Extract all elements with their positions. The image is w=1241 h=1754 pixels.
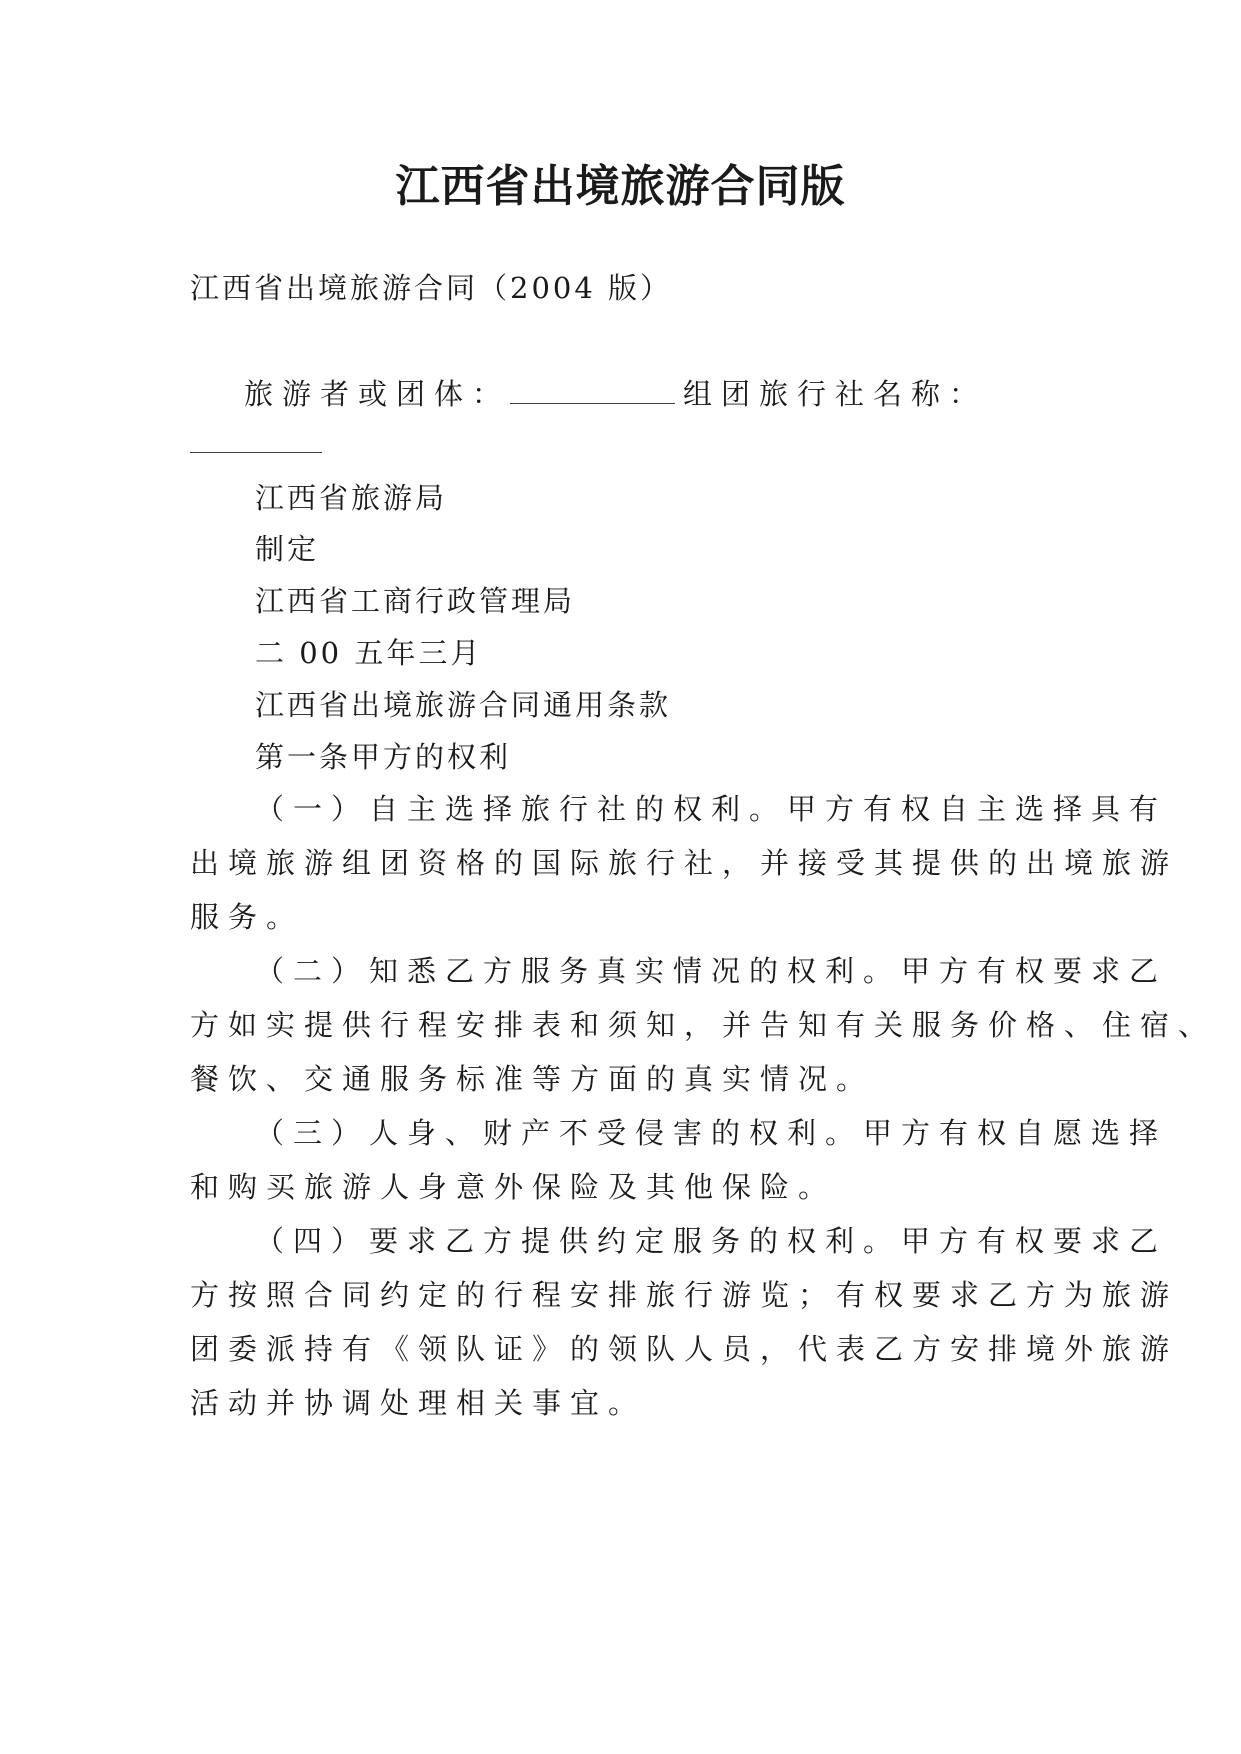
party-line [244,372,987,413]
issuer-made: 制定 [255,532,320,566]
clause-4-line-4: 活动并协调处理相关事宜。 [190,1386,647,1420]
tourist-label: 旅游者或团体： [244,377,511,411]
clause-3-line-2: 和购买旅游人身意外保险及其他保险。 [190,1170,837,1204]
clause-2-line-2: 方如实提供行程安排表和须知，并告知有关服务价格、住宿、 [190,1008,1217,1042]
tourist-blank [510,381,675,404]
document-title: 江西省出境旅游合同版 [395,161,846,212]
issuer-admin: 江西省工商行政管理局 [255,584,576,618]
clause-2-line-3: 餐饮、交通服务标准等方面的真实情况。 [190,1062,875,1096]
agency-label: 组团旅行社名称： [683,377,988,411]
article-1-title: 第一条甲方的权利 [255,740,512,774]
document-subtitle: 江西省出境旅游合同（2004 版） [190,271,673,305]
clause-1-line-3: 服务。 [190,900,305,934]
clause-1-line-2: 出境旅游组团资格的国际旅行社，并接受其提供的出境旅游 [190,846,1179,880]
issuer-bureau: 江西省旅游局 [255,481,448,515]
clause-2-line-1: （二）知悉乙方服务真实情况的权利。甲方有权要求乙 [255,954,1168,988]
clause-1-line-1: （一）自主选择旅行社的权利。甲方有权自主选择具有 [255,792,1168,826]
clause-3-line-1: （三）人身、财产不受侵害的权利。甲方有权自愿选择 [255,1116,1168,1150]
issue-date: 二 00 五年三月 [255,636,483,670]
terms-title: 江西省出境旅游合同通用条款 [255,688,672,722]
clause-4-line-3: 团委派持有《领队证》的领队人员，代表乙方安排境外旅游 [190,1332,1179,1366]
agency-blank [190,430,322,453]
clause-4-line-1: （四）要求乙方提供约定服务的权利。甲方有权要求乙 [255,1224,1168,1258]
clause-4-line-2: 方按照合同约定的行程安排旅行游览；有权要求乙方为旅游 [190,1278,1179,1312]
agency-blank-line [190,426,322,460]
